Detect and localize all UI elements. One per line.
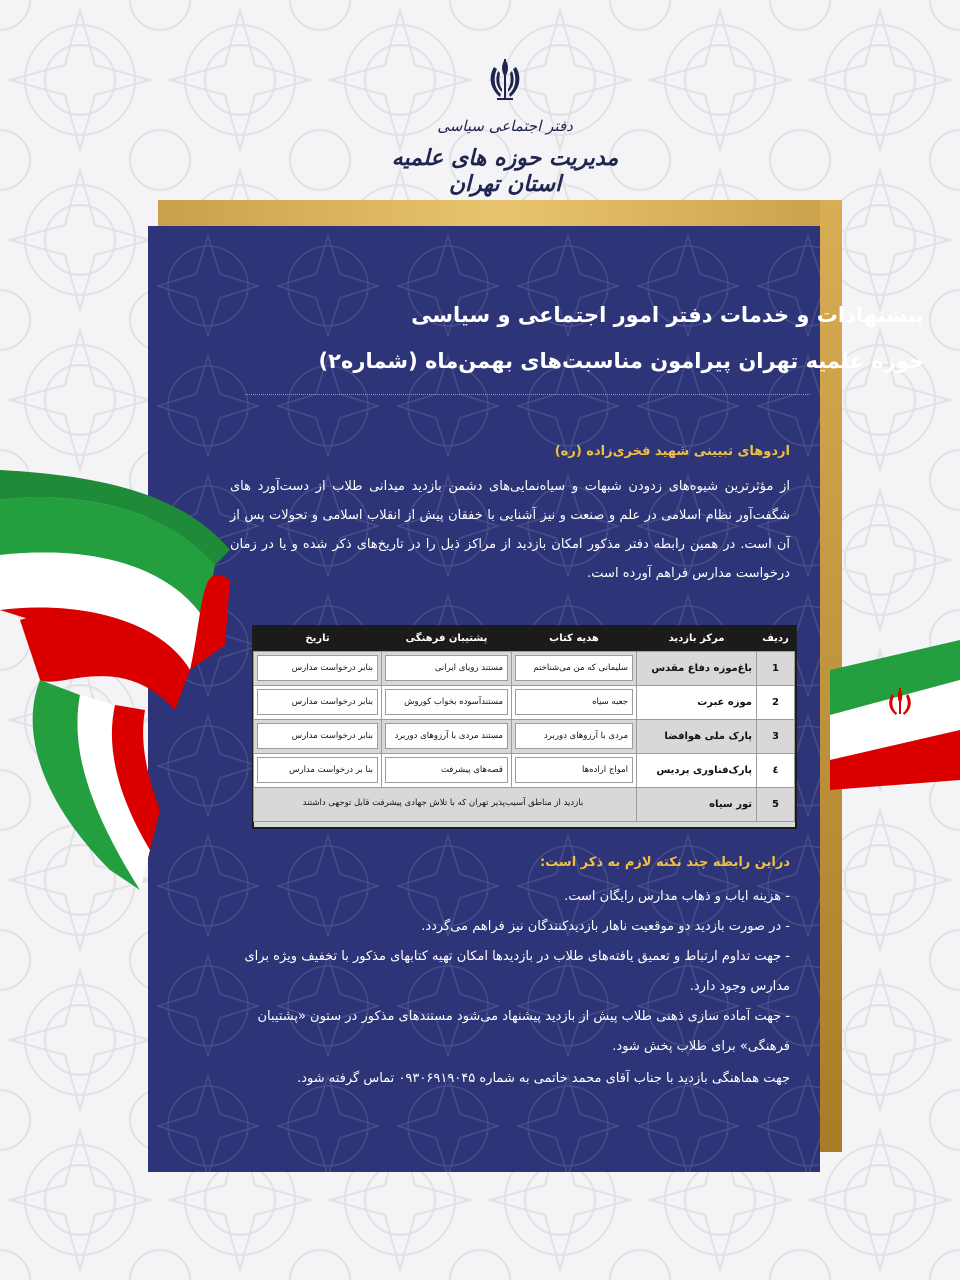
header <box>380 55 630 195</box>
notes-title: دراین رابطه چند نکته لازم به ذکر است: <box>539 855 790 870</box>
row-date: بنابر درخواست مدارس <box>257 723 378 749</box>
row-number: 2 <box>757 685 795 719</box>
header-radif: ردیف <box>762 633 789 645</box>
row-gift: مردی با آرزوهای دوربرد <box>515 723 633 749</box>
row-date: بنابر درخواست مدارس <box>257 655 378 681</box>
office-name: مدیریت حوزه های علمیه استان تهران <box>391 145 619 197</box>
list-item: - هزینه ایاب و ذهاب مدارس رایگان است. <box>564 889 790 904</box>
office-subtitle: دفتر اجتماعی سیاسی <box>437 117 573 135</box>
visits-table <box>252 625 797 829</box>
row-support: قصه‌های پیشرفت <box>385 757 508 783</box>
row-date: بنا بر درخواست مدارس <box>257 757 378 783</box>
row-gift: جعبه سیاه <box>515 689 633 715</box>
section-title: اردوهای تبیینی شهید فخری‌زاده (ره) <box>554 444 790 459</box>
table-row <box>254 685 795 719</box>
iran-flag-right <box>830 640 960 790</box>
header-center: مرکز بازدید <box>668 633 725 645</box>
page-title <box>304 292 924 384</box>
row-center: پارک‌فناوری پردیس <box>637 753 757 787</box>
list-item: - در صورت بازدید دو موقعیت ناهار بازدیدکنندگان نیز فراهم می‌گردد. <box>421 919 790 934</box>
list-item: - جهت آماده سازی ذهنی طلاب پیش از بازدید پیشنهاد می‌شود مستندهای مذکور در ستون «پشتیبان فرهنگی» برای طلاب پخش شود. <box>257 1009 790 1054</box>
row-center: موزه عبرت <box>637 685 757 719</box>
header-support: پشتیبان فرهنگی <box>405 633 488 645</box>
row-gift: سلیمانی که من می‌شناختم <box>515 655 633 681</box>
intro-paragraph: از مؤثرترین شیوه‌های زدودن شبهات و سیاه‌نمایی‌های دشمن بازدید میدانی طلاب از دست‌آورد های شگفت‌آور نظام اسلامی در علم و صنعت و نیز آشنایی با خفقان پیش از انقلاب اسلامی و تحولات پس از آن است. در همین رابطه دفتر مذکور امکان بازدید از مراکز ذیل را در تاریخ‌های ذکر شده و یا در زمان درخواست مدارس فراهم آورده است. <box>230 479 790 581</box>
gold-frame-top <box>158 200 842 226</box>
row-number: 3 <box>757 719 795 753</box>
notes-list <box>230 882 790 1062</box>
row-number: ٤ <box>757 753 795 787</box>
row-support: مستند مردی با آرزوهای دوربرد <box>385 723 508 749</box>
row-number: 5 <box>757 787 795 821</box>
table-row <box>254 651 795 685</box>
table-row <box>254 719 795 753</box>
list-item: - جهت تداوم ارتباط و تعمیق یافته‌های طلاب در بازدیدها امکان تهیه کتابهای مذکور با تخفیف ویژه برای مدارس وجود دارد. <box>244 949 790 994</box>
title-line-2: حوزه علمیه تهران پیرامون مناسبت‌های بهمن‌ماه (شماره۲) <box>318 349 924 373</box>
header-date: تاریخ <box>305 633 330 645</box>
table-row <box>254 787 795 821</box>
title-divider <box>245 394 810 395</box>
row-support: مستندآسوده بخواب کوروش <box>385 689 508 715</box>
table-header-row <box>254 627 795 651</box>
row-center: باغ‌موزه دفاع مقدس <box>637 651 757 685</box>
contact-info: جهت هماهنگی بازدید با جناب آقای محمد خاتمی به شماره ۰۹۳۰۶۹۱۹۰۴۵ تماس گرفته شود. <box>297 1071 790 1086</box>
row-gift: امواج اراده‌ها <box>515 757 633 783</box>
header-gift: هدیه کتاب <box>549 633 599 645</box>
row-note: بازدید از مناطق آسیب‌پذیر تهران که با تلاش جهادی پیشرفت قابل توجهی داشتند <box>257 791 633 817</box>
row-center: تور سیاه <box>637 787 757 821</box>
row-center: پارک ملی هوافضا <box>637 719 757 753</box>
title-line-1: پیشنهادات و خدمات دفتر امور اجتماعی و سیاسی <box>411 303 924 327</box>
row-number: 1 <box>757 651 795 685</box>
table-row <box>254 753 795 787</box>
iran-emblem-icon <box>480 55 530 105</box>
row-date: بنابر درخواست مدارس <box>257 689 378 715</box>
flag-ribbon-left <box>0 470 240 910</box>
row-support: مستند رویای ایرانی <box>385 655 508 681</box>
